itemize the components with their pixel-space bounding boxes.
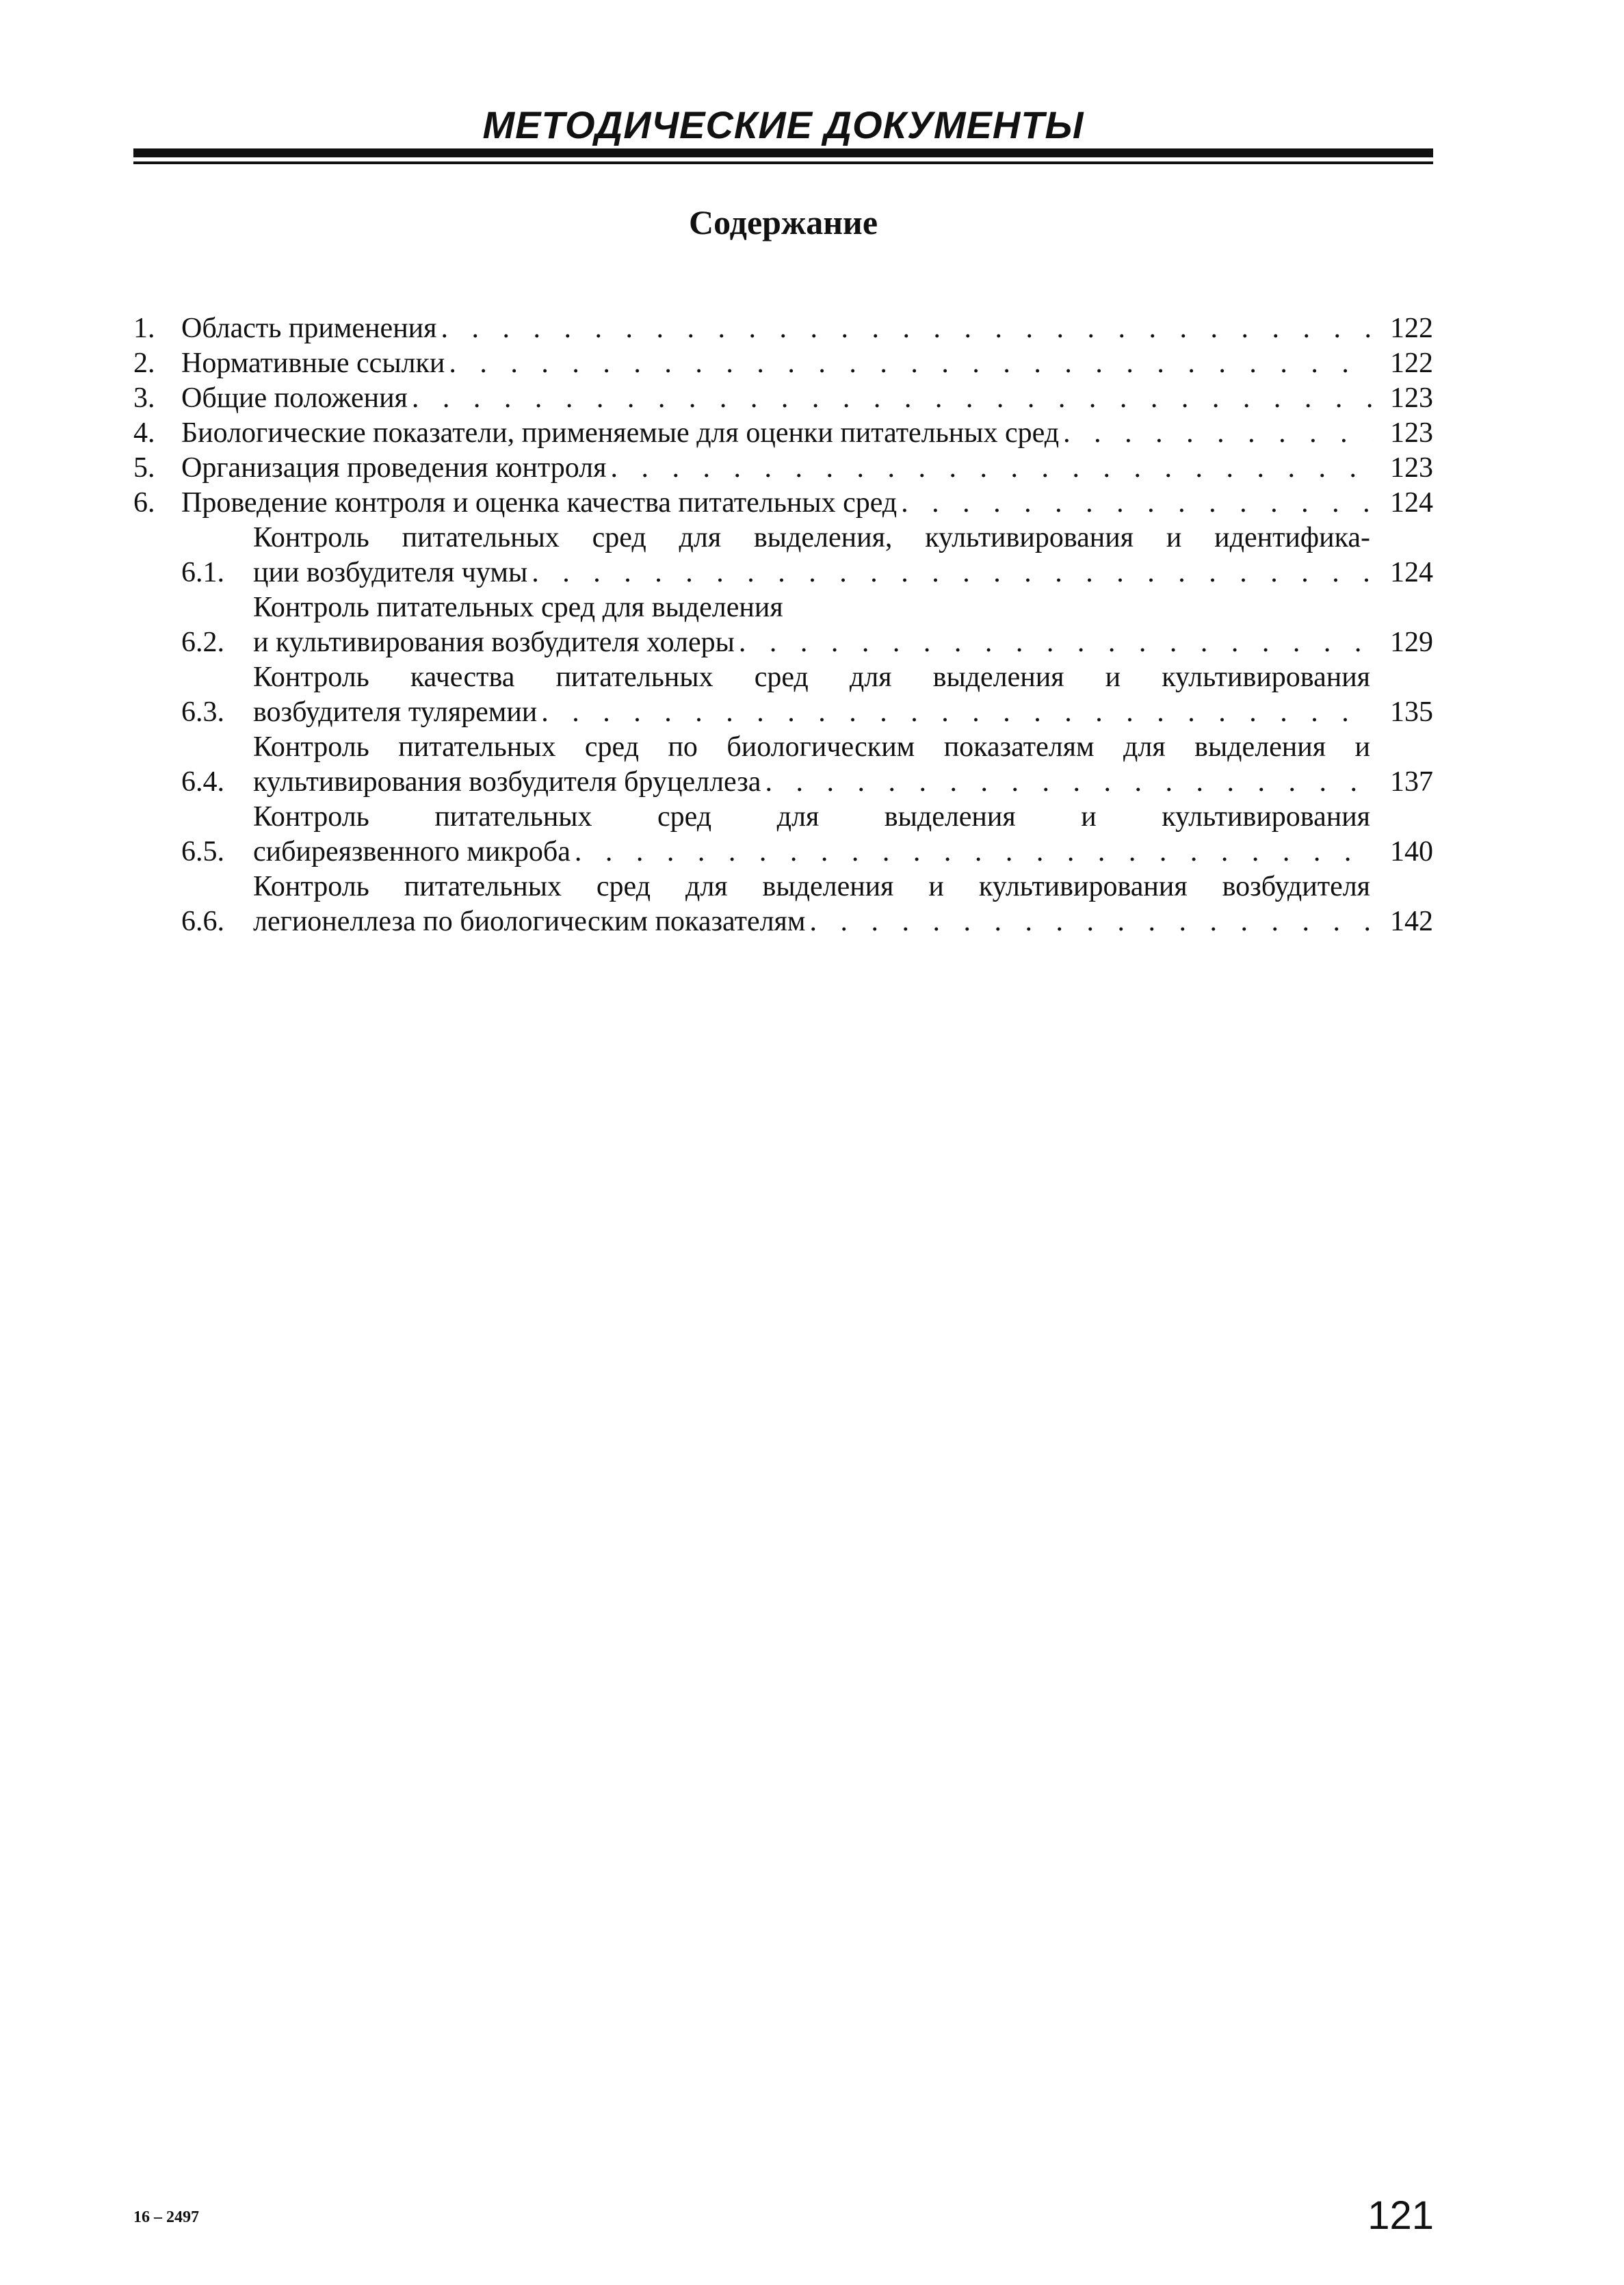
toc-entry-number: 6. bbox=[133, 487, 155, 519]
toc-leader-dots bbox=[412, 381, 1373, 416]
toc-subentry-title-line: Контроль питательных сред для выделения, культивирования и идентифика- bbox=[253, 522, 1370, 553]
toc-subentry-number: 6.1. bbox=[181, 557, 224, 588]
toc-subentry-title-line: и культивирования возбудителя холеры bbox=[253, 627, 735, 658]
toc-leader-dots bbox=[1063, 416, 1373, 451]
toc-subentry[interactable] bbox=[133, 730, 1433, 800]
toc-entry[interactable] bbox=[133, 451, 1433, 486]
toc-entry-page: 122 bbox=[1390, 348, 1433, 379]
toc-subentry-number: 6.4. bbox=[181, 766, 224, 798]
toc-subentry-title-line: легионеллеза по биологическим показателям bbox=[253, 906, 806, 937]
toc-entry-page: 123 bbox=[1390, 382, 1433, 414]
toc-leader-dots bbox=[739, 625, 1373, 660]
toc-leader-dots bbox=[610, 451, 1373, 486]
toc-leader-dots bbox=[532, 556, 1373, 590]
toc-entry-number: 3. bbox=[133, 382, 155, 414]
toc-subentry-page: 140 bbox=[1390, 836, 1433, 867]
toc-subentry[interactable] bbox=[133, 521, 1433, 590]
toc-subentry-page: 137 bbox=[1390, 766, 1433, 798]
toc-subentry-number: 6.5. bbox=[181, 836, 224, 867]
toc-entry-number: 1. bbox=[133, 313, 155, 344]
table-of-contents bbox=[133, 311, 1433, 939]
toc-subentry-title-line: Контроль питательных сред для выделения bbox=[253, 592, 783, 623]
toc-leader-dots bbox=[575, 835, 1373, 870]
toc-subentry-page: 129 bbox=[1390, 627, 1433, 658]
toc-entry[interactable] bbox=[133, 381, 1433, 416]
running-head: МЕТОДИЧЕСКИЕ ДОКУМЕНТЫ bbox=[482, 103, 1084, 146]
toc-entry-page: 123 bbox=[1390, 417, 1433, 449]
toc-leader-dots bbox=[541, 695, 1373, 730]
toc-leader-dots bbox=[449, 346, 1373, 381]
toc-subentry-title-line: Контроль питательных сред для выделения и культивирования bbox=[253, 801, 1370, 833]
toc-entry[interactable] bbox=[133, 346, 1433, 381]
toc-subentry[interactable] bbox=[133, 660, 1433, 730]
page-number: 121 bbox=[1367, 2193, 1434, 2238]
toc-subentry-title-line: сибиреязвенного микроба bbox=[253, 836, 571, 867]
toc-subentry-number: 6.2. bbox=[181, 627, 224, 658]
toc-subentry-number: 6.3. bbox=[181, 696, 224, 728]
toc-subentry-page: 135 bbox=[1390, 696, 1433, 728]
toc-entry-title: Область применения bbox=[181, 313, 437, 344]
header-rule-thick bbox=[133, 148, 1433, 157]
toc-entry-page: 124 bbox=[1390, 487, 1433, 519]
toc-entry-title: Организация проведения контроля bbox=[181, 452, 607, 484]
toc-subentry-title-line: культивирования возбудителя бруцеллеза bbox=[253, 766, 761, 798]
toc-entry[interactable] bbox=[133, 416, 1433, 451]
toc-subentry-number: 6.6. bbox=[181, 906, 224, 937]
toc-subentry-page: 124 bbox=[1390, 557, 1433, 588]
toc-subentry-title-line: возбудителя туляремии bbox=[253, 696, 538, 728]
toc-entry-number: 2. bbox=[133, 348, 155, 379]
toc-entry-page: 122 bbox=[1390, 313, 1433, 344]
toc-subentry-title-line: Контроль питательных сред по биологическим показателям для выделения и bbox=[253, 731, 1370, 763]
toc-subentry[interactable] bbox=[133, 800, 1433, 870]
toc-entry-page: 123 bbox=[1390, 452, 1433, 484]
toc-leader-dots bbox=[765, 765, 1373, 800]
toc-entry-title: Общие положения bbox=[181, 382, 408, 414]
toc-entry-title: Проведение контроля и оценка качества питательных сред bbox=[181, 487, 898, 519]
toc-leader-dots bbox=[441, 311, 1373, 346]
toc-leader-dots bbox=[809, 904, 1373, 939]
header-rule-thin bbox=[133, 161, 1433, 164]
toc-subentry[interactable] bbox=[133, 870, 1433, 939]
toc-entry-title: Нормативные ссылки bbox=[181, 348, 445, 379]
toc-title: Содержание bbox=[688, 203, 878, 241]
toc-entry[interactable] bbox=[133, 311, 1433, 346]
toc-entry[interactable] bbox=[133, 486, 1433, 521]
toc-subentry-title-line: ции возбудителя чумы bbox=[253, 557, 528, 588]
toc-entry-title: Биологические показатели, применяемые для оценки питательных сред bbox=[181, 417, 1060, 449]
toc-subentry-title-line: Контроль качества питательных сред для выделения и культивирования bbox=[253, 662, 1370, 693]
toc-leader-dots bbox=[901, 486, 1373, 521]
toc-subentry-page: 142 bbox=[1390, 906, 1433, 937]
toc-entry-number: 5. bbox=[133, 452, 155, 484]
toc-entry-number: 4. bbox=[133, 417, 155, 449]
toc-subentry[interactable] bbox=[133, 590, 1433, 660]
toc-subentry-title-line: Контроль питательных сред для выделения и культивирования возбудителя bbox=[253, 871, 1370, 902]
footer-print-code: 16 – 2497 bbox=[133, 2208, 199, 2226]
